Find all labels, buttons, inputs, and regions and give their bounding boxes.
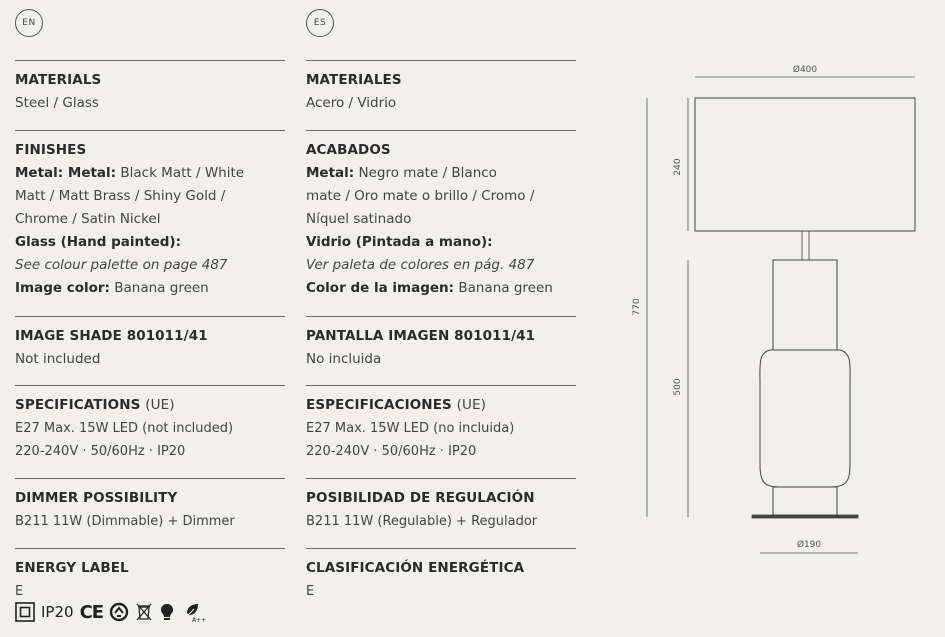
finishes-heading: FINISHES: [15, 142, 87, 158]
energy-class-text: A++: [192, 617, 207, 624]
dimmer-section-es: [306, 478, 576, 533]
led-bulb-icon: [159, 602, 175, 622]
shade-section-es: [306, 316, 576, 371]
dimmer-value: B211 11W (Regulable) + Regulador: [306, 514, 538, 529]
base-diameter-label: Ø190: [796, 540, 822, 550]
shade-heading: IMAGE SHADE 801011/41: [15, 328, 208, 344]
glass-label: Glass (Hand painted):: [15, 234, 181, 250]
energy-leaf-icon: [181, 601, 207, 624]
lamp-technical-drawing: [620, 55, 930, 555]
glass-note: Ver paleta de colores en pág. 487: [306, 257, 535, 273]
specs-line1: E27 Max. 15W LED (not included): [15, 421, 234, 436]
specs-section-es: [306, 385, 576, 463]
specs-line2: 220-240V · 50/60Hz · IP20: [306, 444, 477, 459]
energy-value: E: [306, 584, 315, 599]
specs-heading: SPECIFICATIONS: [15, 397, 141, 413]
lamp-foot: [773, 487, 837, 515]
finishes-metal-line2: Matt / Matt Brass / Shiny Gold /: [15, 188, 226, 204]
base-height-label: 500: [673, 378, 683, 396]
materials-section-es: [306, 60, 576, 115]
energy-value: E: [15, 584, 24, 599]
finishes-metal-line3: Chrome / Satin Nickel: [15, 211, 161, 227]
ip-rating-text: IP20: [41, 603, 74, 621]
shade-height-label: 240: [673, 158, 683, 176]
metal-label: Metal:: [306, 165, 355, 181]
specs-heading-note: (UE): [145, 397, 175, 413]
finishes-section-es: [306, 130, 576, 300]
specs-heading: ESPECIFICACIONES: [306, 397, 452, 413]
energy-heading: ENERGY LABEL: [15, 560, 129, 576]
shade-value: No incluida: [306, 351, 382, 367]
dimmer-section-en: [15, 478, 285, 533]
total-height-label: 770: [632, 298, 642, 316]
recycle-icon: [109, 602, 129, 622]
finishes-metal-line2: mate / Oro mate o brillo / Cromo /: [306, 188, 535, 204]
materials-section-en: [15, 60, 285, 115]
specs-section-en: [15, 385, 285, 463]
finishes-heading: ACABADOS: [306, 142, 391, 158]
energy-heading: CLASIFICACIÓN ENERGÉTICA: [306, 560, 525, 576]
finishes-metal-line: [15, 162, 285, 185]
weee-bin-icon: [135, 602, 153, 622]
dimmer-heading: POSIBILIDAD DE REGULACIÓN: [306, 490, 535, 506]
finishes-metal-line3: Níquel satinado: [306, 211, 412, 227]
glass-note: See colour palette on page 487: [15, 257, 228, 273]
finishes-section-en: [15, 130, 285, 300]
certification-row: [15, 600, 207, 624]
image-color-label: Image color:: [15, 280, 110, 296]
dimmer-heading: DIMMER POSSIBILITY: [15, 490, 178, 506]
lamp-neck: [773, 260, 837, 350]
materials-value: Acero / Vidrio: [306, 95, 397, 111]
shade-value: Not included: [15, 351, 101, 367]
shade-section-en: [15, 316, 285, 371]
materials-heading: MATERIALES: [306, 72, 402, 88]
metal-label: Metal: Metal:: [15, 165, 117, 181]
specs-heading-note: (UE): [456, 397, 487, 413]
energy-section-es: [306, 548, 576, 603]
materials-value: Steel / Glass: [15, 95, 99, 111]
lamp-shade: [695, 98, 915, 231]
ce-mark-icon: CE: [79, 601, 104, 623]
class-ii-icon: [15, 602, 35, 622]
lamp-glass-body: [760, 350, 850, 487]
materials-heading: MATERIALS: [15, 72, 102, 88]
shade-heading: PANTALLA IMAGEN 801011/41: [306, 328, 536, 344]
image-color-value: Banana green: [114, 280, 209, 296]
shade-diameter-label: Ø400: [792, 65, 818, 75]
glass-label: Vidrio (Pintada a mano):: [306, 234, 493, 250]
specs-line1: E27 Max. 15W LED (no incluida): [306, 421, 515, 436]
language-badge-en: EN: [15, 9, 43, 37]
image-color-label: Color de la imagen:: [306, 280, 455, 296]
dimmer-value: B211 11W (Dimmable) + Dimmer: [15, 514, 235, 529]
metal-values: Black Matt / White: [120, 165, 245, 181]
lamp-base-plate: [752, 515, 858, 518]
image-color-value: Banana green: [458, 280, 553, 296]
energy-section-en: [15, 548, 285, 603]
specs-line2: 220-240V · 50/60Hz · IP20: [15, 444, 186, 459]
metal-values: Negro mate / Blanco: [358, 165, 497, 181]
language-badge-es: ES: [306, 9, 334, 37]
